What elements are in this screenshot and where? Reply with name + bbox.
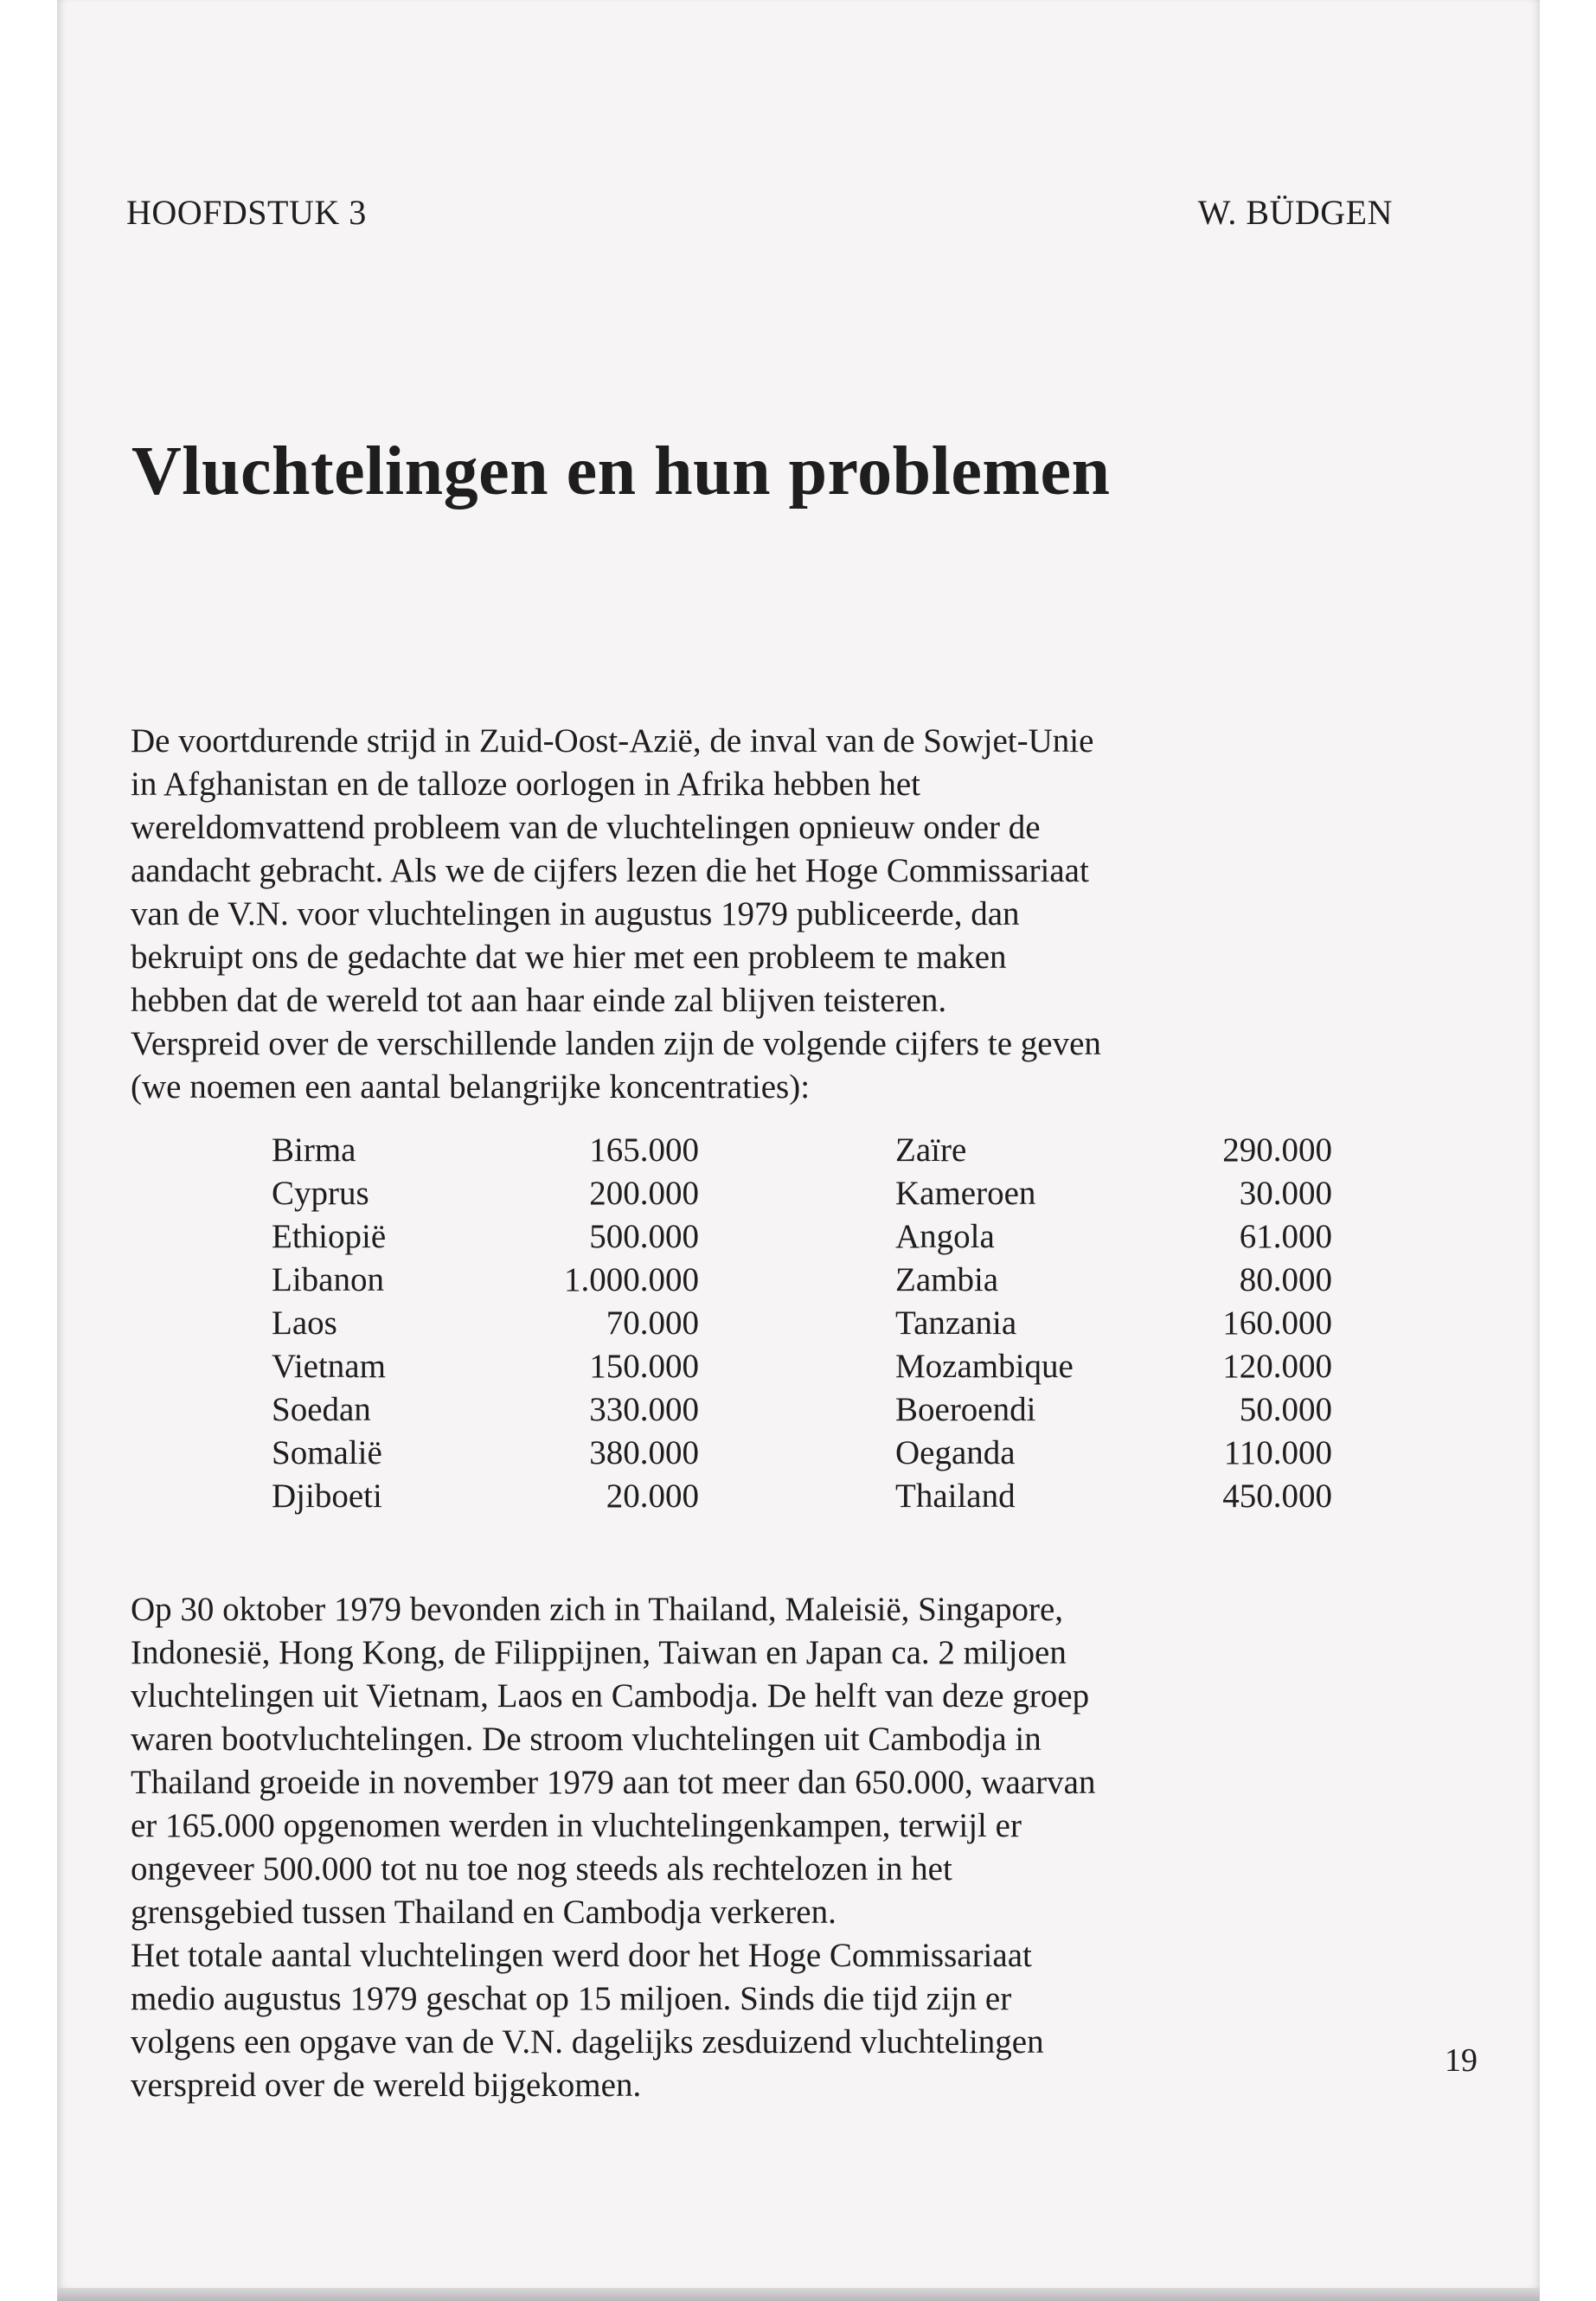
table-row — [895, 1475, 1332, 1518]
country-name: Zaïre — [895, 1131, 967, 1169]
text-line: medio augustus 1979 geschat op 15 miljoen. Sinds die tijd zijn er — [131, 1980, 1012, 2017]
refugee-table-right — [895, 1129, 1332, 1518]
refugee-count: 500.000 — [589, 1218, 699, 1255]
table-row — [272, 1432, 699, 1475]
table-row — [895, 1345, 1332, 1388]
refugee-count: 20.000 — [606, 1477, 699, 1515]
table-row — [895, 1172, 1332, 1215]
refugee-count: 110.000 — [1223, 1434, 1332, 1471]
text-line: bekruipt ons de gedachte dat we hier met een probleem te maken — [131, 939, 1007, 976]
table-row — [895, 1388, 1332, 1432]
text-line: hebben dat de wereld tot aan haar einde zal blijven teisteren. — [131, 982, 947, 1019]
text-line: Op 30 oktober 1979 bevonden zich in Thailand, Maleisië, Singapore, — [131, 1591, 1064, 1628]
chapter-heading: HOOFDSTUK 3 — [126, 193, 367, 232]
country-name: Mozambique — [895, 1348, 1074, 1385]
table-row — [272, 1129, 699, 1172]
text-line: er 165.000 opgenomen werden in vluchtelingenkampen, terwijl er — [131, 1807, 1022, 1844]
refugee-count: 1.000.000 — [564, 1261, 699, 1298]
country-name: Kameroen — [895, 1175, 1036, 1212]
refugee-count: 200.000 — [589, 1175, 699, 1212]
country-name: Vietnam — [272, 1348, 386, 1385]
text-line: van de V.N. voor vluchtelingen in augustus 1979 publiceerde, dan — [131, 895, 1020, 933]
intro-paragraph — [131, 720, 1376, 1109]
table-row — [272, 1475, 699, 1518]
table-row — [895, 1259, 1332, 1302]
table-row — [272, 1302, 699, 1345]
text-line: Indonesië, Hong Kong, de Filippijnen, Taiwan en Japan ca. 2 miljoen — [131, 1634, 1067, 1671]
page-bottom-edge — [57, 2288, 1540, 2301]
text-line: waren bootvluchtelingen. De stroom vluchtelingen uit Cambodja in — [131, 1721, 1042, 1758]
text-line: grensgebied tussen Thailand en Cambodja verkeren. — [131, 1894, 836, 1931]
refugee-count: 50.000 — [1239, 1391, 1332, 1428]
text-line: volgens een opgave van de V.N. dagelijks zesduizend vluchtelingen — [131, 2023, 1044, 2061]
refugee-count: 150.000 — [589, 1348, 699, 1385]
country-name: Cyprus — [272, 1175, 369, 1212]
country-name: Thailand — [895, 1477, 1016, 1515]
table-row — [272, 1345, 699, 1388]
text-line: aandacht gebracht. Als we de cijfers lezen die het Hoge Commissariaat — [131, 852, 1089, 889]
refugee-count: 30.000 — [1239, 1175, 1332, 1212]
country-name: Somalië — [272, 1434, 382, 1471]
text-line: wereldomvattend probleem van de vluchtelingen opnieuw onder de — [131, 809, 1041, 846]
text-line: Het totale aantal vluchtelingen werd door het Hoge Commissariaat — [131, 1937, 1032, 1974]
closing-paragraph — [131, 1588, 1376, 2107]
country-name: Libanon — [272, 1261, 384, 1298]
text-line: vluchtelingen uit Vietnam, Laos en Cambodja. De helft van deze groep — [131, 1677, 1090, 1715]
refugee-count: 450.000 — [1222, 1477, 1332, 1515]
text-line: (we noemen een aantal belangrijke koncentraties): — [131, 1068, 811, 1106]
table-row — [272, 1259, 699, 1302]
country-name: Laos — [272, 1304, 337, 1342]
refugee-count: 80.000 — [1239, 1261, 1332, 1298]
refugee-count: 165.000 — [589, 1131, 699, 1169]
table-row — [272, 1215, 699, 1259]
table-row — [895, 1432, 1332, 1475]
text-line: verspreid over de wereld bijgekomen. — [131, 2067, 642, 2104]
country-name: Soedan — [272, 1391, 371, 1428]
refugee-count: 120.000 — [1222, 1348, 1332, 1385]
country-name: Djiboeti — [272, 1477, 382, 1515]
table-row — [895, 1129, 1332, 1172]
table-row — [895, 1215, 1332, 1259]
refugee-count: 290.000 — [1222, 1131, 1332, 1169]
country-name: Ethiopië — [272, 1218, 387, 1255]
text-line: Thailand groeide in november 1979 aan tot meer dan 650.000, waarvan — [131, 1764, 1096, 1801]
refugee-count: 380.000 — [589, 1434, 699, 1471]
text-line: ongeveer 500.000 tot nu toe nog steeds als rechtelozen in het — [131, 1850, 952, 1888]
table-row — [895, 1302, 1332, 1345]
refugee-count: 70.000 — [606, 1304, 699, 1342]
refugee-count: 160.000 — [1222, 1304, 1332, 1342]
refugee-count: 330.000 — [589, 1391, 699, 1428]
refugee-count: 61.000 — [1239, 1218, 1332, 1255]
country-name: Zambia — [895, 1261, 999, 1298]
country-name: Angola — [895, 1218, 995, 1255]
country-name: Tanzania — [895, 1304, 1017, 1342]
text-line: De voortdurende strijd in Zuid-Oost-Azië, de inval van de Sowjet-Unie — [131, 722, 1094, 760]
page-title: Vluchtelingen en hun problemen — [131, 433, 1111, 510]
text-line: in Afghanistan en de talloze oorlogen in Afrika hebben het — [131, 766, 920, 803]
text-line: Verspreid over de verschillende landen zijn de volgende cijfers te geven — [131, 1025, 1101, 1062]
country-name: Boeroendi — [895, 1391, 1036, 1428]
author-heading: W. BÜDGEN — [1197, 193, 1393, 232]
refugee-table-left — [272, 1129, 699, 1518]
table-row — [272, 1172, 699, 1215]
table-row — [272, 1388, 699, 1432]
country-name: Oeganda — [895, 1434, 1016, 1471]
page-number: 19 — [1445, 2042, 1477, 2079]
country-name: Birma — [272, 1131, 356, 1169]
